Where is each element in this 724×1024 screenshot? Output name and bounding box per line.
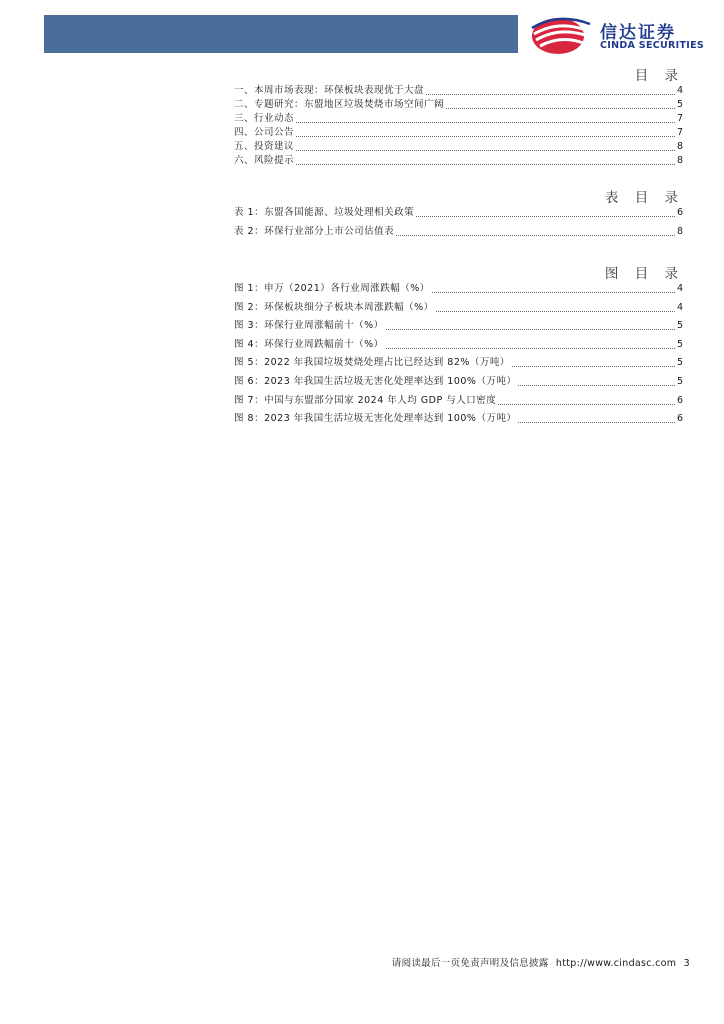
figure-entry[interactable] <box>234 283 683 295</box>
figure-entry[interactable] <box>234 339 683 351</box>
toc-entry[interactable] <box>234 141 683 153</box>
dot-leader <box>386 348 675 349</box>
toc-entry-label: 四、公司公告 <box>234 127 295 138</box>
dot-leader <box>498 404 675 405</box>
dot-leader <box>518 422 675 423</box>
logo-mark-icon <box>528 14 592 58</box>
toc-entry-label: 三、行业动态 <box>234 113 295 124</box>
toc-entry-label: 六、风险提示 <box>234 155 295 166</box>
page-footer <box>388 955 690 969</box>
figure-entry[interactable] <box>234 357 683 369</box>
figure-entry[interactable] <box>234 302 683 314</box>
figure-entry-page: 6 <box>676 413 683 425</box>
toc-entry-page: 8 <box>676 141 683 152</box>
figure-entry-page: 4 <box>676 283 683 294</box>
toc-entry-page: 4 <box>676 85 683 96</box>
dot-leader <box>426 94 675 95</box>
figure-entry-page: 6 <box>676 394 683 406</box>
table-entry-page: 8 <box>676 226 683 237</box>
toc-entry-page: 7 <box>676 127 683 138</box>
figure-entry-label: 图 7：中国与东盟部分国家 2024 年人均 GDP 与人口密度 <box>234 394 497 406</box>
dot-leader <box>296 122 675 123</box>
toc-entry-page: 8 <box>676 155 683 166</box>
toc-entry-label: 一、本周市场表现：环保板块表现优于大盘 <box>234 85 425 96</box>
dot-leader <box>446 108 675 109</box>
dot-leader <box>296 164 675 165</box>
footer-page-number: 3 <box>683 958 690 969</box>
header-bar <box>44 15 518 53</box>
dot-leader <box>296 150 675 151</box>
toc-entry[interactable] <box>234 155 683 167</box>
figure-entry-label: 图 6：2023 年我国生活垃圾无害化处理率达到 100%（万吨） <box>234 376 517 387</box>
figure-entry[interactable] <box>234 395 683 407</box>
logo-english-name: CINDA SECURITIES <box>600 40 705 51</box>
figure-entry-page: 4 <box>676 301 683 313</box>
footer-disclaimer: 请阅读最后一页免责声明及信息披露 <box>391 958 549 969</box>
table-entry[interactable] <box>234 226 683 238</box>
toc-title: 目 录 <box>634 68 684 84</box>
dot-leader <box>396 235 675 236</box>
tables-title: 表 目 录 <box>604 190 684 206</box>
dot-leader <box>436 311 675 312</box>
toc-entry-label: 二、专题研究：东盟地区垃圾焚烧市场空间广阔 <box>234 99 445 110</box>
toc-entry[interactable] <box>234 85 683 97</box>
dot-leader <box>416 216 675 217</box>
dot-leader <box>518 385 675 386</box>
figure-entry-page: 5 <box>676 320 683 332</box>
figures-title: 图 目 录 <box>604 266 684 282</box>
table-entry-page: 6 <box>676 207 683 218</box>
footer-url[interactable]: http://www.cindasc.com <box>555 958 677 969</box>
toc-entry[interactable] <box>234 113 683 125</box>
toc-entry[interactable] <box>234 127 683 139</box>
figure-entry-label: 图 3：环保行业周涨幅前十（%） <box>234 320 384 332</box>
dot-leader <box>432 292 675 293</box>
dot-leader <box>386 329 675 330</box>
table-entry-label: 表 1：东盟各国能源、垃圾处理相关政策 <box>234 207 415 218</box>
figure-entry-label: 图 1：申万（2021）各行业周涨跌幅（%） <box>234 283 430 294</box>
figure-entry[interactable] <box>234 413 683 425</box>
toc-entry[interactable] <box>234 99 683 111</box>
company-logo <box>528 14 708 58</box>
figure-entry[interactable] <box>234 320 683 332</box>
figure-entry-page: 5 <box>676 338 683 350</box>
toc-entry-page: 7 <box>676 113 683 124</box>
figure-entry-page: 5 <box>676 357 683 369</box>
figure-entry-page: 5 <box>676 376 683 387</box>
figure-entry-label: 图 8：2023 年我国生活垃圾无害化处理率达到 100%（万吨） <box>234 413 517 425</box>
dot-leader <box>512 366 675 367</box>
table-entry[interactable] <box>234 207 683 219</box>
toc-entry-page: 5 <box>676 99 683 110</box>
logo-chinese-name: 信达证券 <box>600 23 676 43</box>
dot-leader <box>296 136 675 137</box>
figure-entry-label: 图 5：2022 年我国垃圾焚烧处理占比已经达到 82%（万吨） <box>234 357 510 369</box>
toc-entry-label: 五、投资建议 <box>234 141 295 152</box>
table-entry-label: 表 2：环保行业部分上市公司估值表 <box>234 226 395 237</box>
figure-entry-label: 图 2：环保板块细分子板块本周涨跌幅（%） <box>234 301 434 313</box>
figure-entry-label: 图 4：环保行业周跌幅前十（%） <box>234 338 384 350</box>
figure-entry[interactable] <box>234 376 683 388</box>
